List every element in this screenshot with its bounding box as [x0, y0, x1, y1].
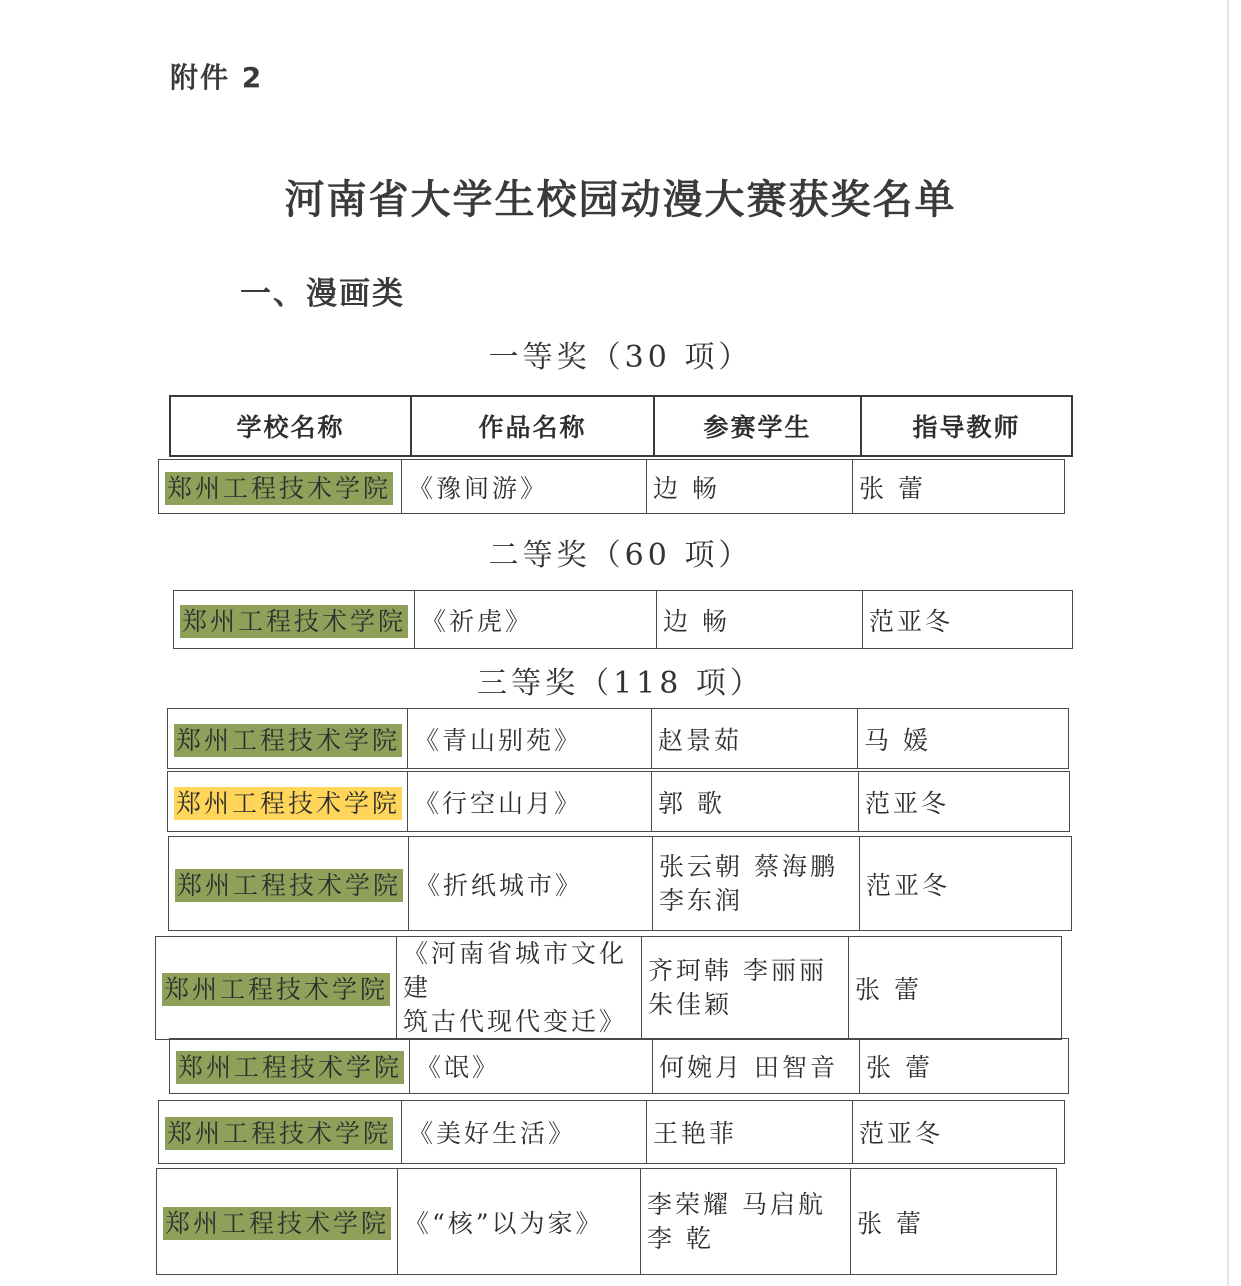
- page-title: 河南省大学生校园动漫大赛获奖名单: [284, 176, 957, 223]
- students-line: 张云朝 蔡海鹏: [659, 851, 838, 881]
- school-name: 郑州工程技术学院: [165, 1208, 390, 1238]
- students-cell: 边 畅: [647, 460, 853, 514]
- school-cell: [156, 937, 397, 1040]
- school-cell: [159, 1101, 402, 1164]
- students-cell: [653, 837, 860, 931]
- teacher-cell: 张 蕾: [851, 1169, 1057, 1275]
- students-cell: [642, 937, 849, 1040]
- table-row: [155, 936, 1062, 1040]
- school-name: 郑州工程技术学院: [176, 725, 401, 755]
- teacher-cell: 范亚冬: [853, 1101, 1065, 1164]
- students-line: 李荣耀 马启航: [647, 1189, 826, 1219]
- students-cell: 赵景茹: [652, 709, 858, 769]
- school-name: 郑州工程技术学院: [178, 1053, 403, 1082]
- teacher-cell: 范亚冬: [863, 591, 1073, 649]
- school-name: 郑州工程技术学院: [182, 606, 407, 636]
- header-students: 参赛学生: [654, 396, 861, 456]
- work-cell: 《青山别苑》: [408, 709, 652, 769]
- students-cell: 何婉月 田智音: [653, 1039, 860, 1094]
- school-cell: [159, 460, 402, 514]
- table-row: [167, 771, 1070, 832]
- table-header: [169, 395, 1073, 457]
- work-line: 《河南省城市文化建: [403, 939, 628, 1002]
- work-cell: 《“核”以为家》: [398, 1169, 641, 1275]
- header-teacher: 指导教师: [861, 396, 1072, 456]
- work-cell: 《行空山月》: [408, 772, 652, 832]
- school-name: 郑州工程技术学院: [177, 870, 402, 900]
- attachment-label: 附件 2: [170, 61, 264, 94]
- work-cell: 《豫间游》: [402, 460, 647, 514]
- students-cell: 边 畅: [657, 591, 863, 649]
- teacher-cell: 范亚冬: [860, 837, 1072, 931]
- students-cell: [641, 1169, 851, 1275]
- school-name: 郑州工程技术学院: [167, 1119, 392, 1148]
- work-cell: [397, 937, 642, 1040]
- table-row: [167, 708, 1069, 769]
- award-heading-third: 三等奖（118 项）: [477, 666, 764, 701]
- students-line: 齐珂韩 李丽丽: [648, 956, 827, 985]
- school-name: 郑州工程技术学院: [164, 975, 389, 1004]
- school-cell: [169, 837, 409, 931]
- work-cell: 《氓》: [410, 1039, 653, 1094]
- students-line: 李东润: [659, 885, 744, 915]
- work-cell: 《折纸城市》: [409, 837, 653, 931]
- work-cell: 《祈虎》: [415, 591, 657, 649]
- table-row: [158, 1100, 1065, 1164]
- table-row: [169, 1038, 1069, 1094]
- school-cell: [168, 709, 408, 769]
- teacher-cell: 张 蕾: [849, 937, 1062, 1040]
- school-cell: [170, 1039, 410, 1094]
- school-cell: [168, 772, 408, 832]
- work-line: 筑古代现代变迁》: [403, 1007, 628, 1036]
- award-heading-first: 一等奖（30 项）: [488, 340, 753, 375]
- school-name: 郑州工程技术学院: [167, 473, 392, 503]
- school-name: 郑州工程技术学院: [176, 788, 401, 818]
- header-school: 学校名称: [170, 396, 411, 456]
- header-work: 作品名称: [411, 396, 654, 456]
- table-row: [173, 590, 1073, 649]
- teacher-cell: 范亚冬: [859, 772, 1070, 832]
- students-cell: 郭 歌: [652, 772, 859, 832]
- award-heading-second: 二等奖（60 项）: [488, 538, 753, 573]
- table-row: [158, 459, 1065, 514]
- table-row: [168, 836, 1072, 931]
- school-cell: [174, 591, 415, 649]
- teacher-cell: 马 媛: [858, 709, 1069, 769]
- students-line: 李 乾: [647, 1223, 714, 1253]
- work-cell: 《美好生活》: [402, 1101, 647, 1164]
- table-row: [156, 1168, 1057, 1275]
- students-line: 朱佳颖: [648, 990, 733, 1019]
- section-heading: 一、漫画类: [240, 276, 405, 312]
- school-cell: [157, 1169, 398, 1275]
- teacher-cell: 张 蕾: [853, 460, 1065, 514]
- teacher-cell: 张 蕾: [860, 1039, 1069, 1094]
- students-cell: 王艳菲: [647, 1101, 853, 1164]
